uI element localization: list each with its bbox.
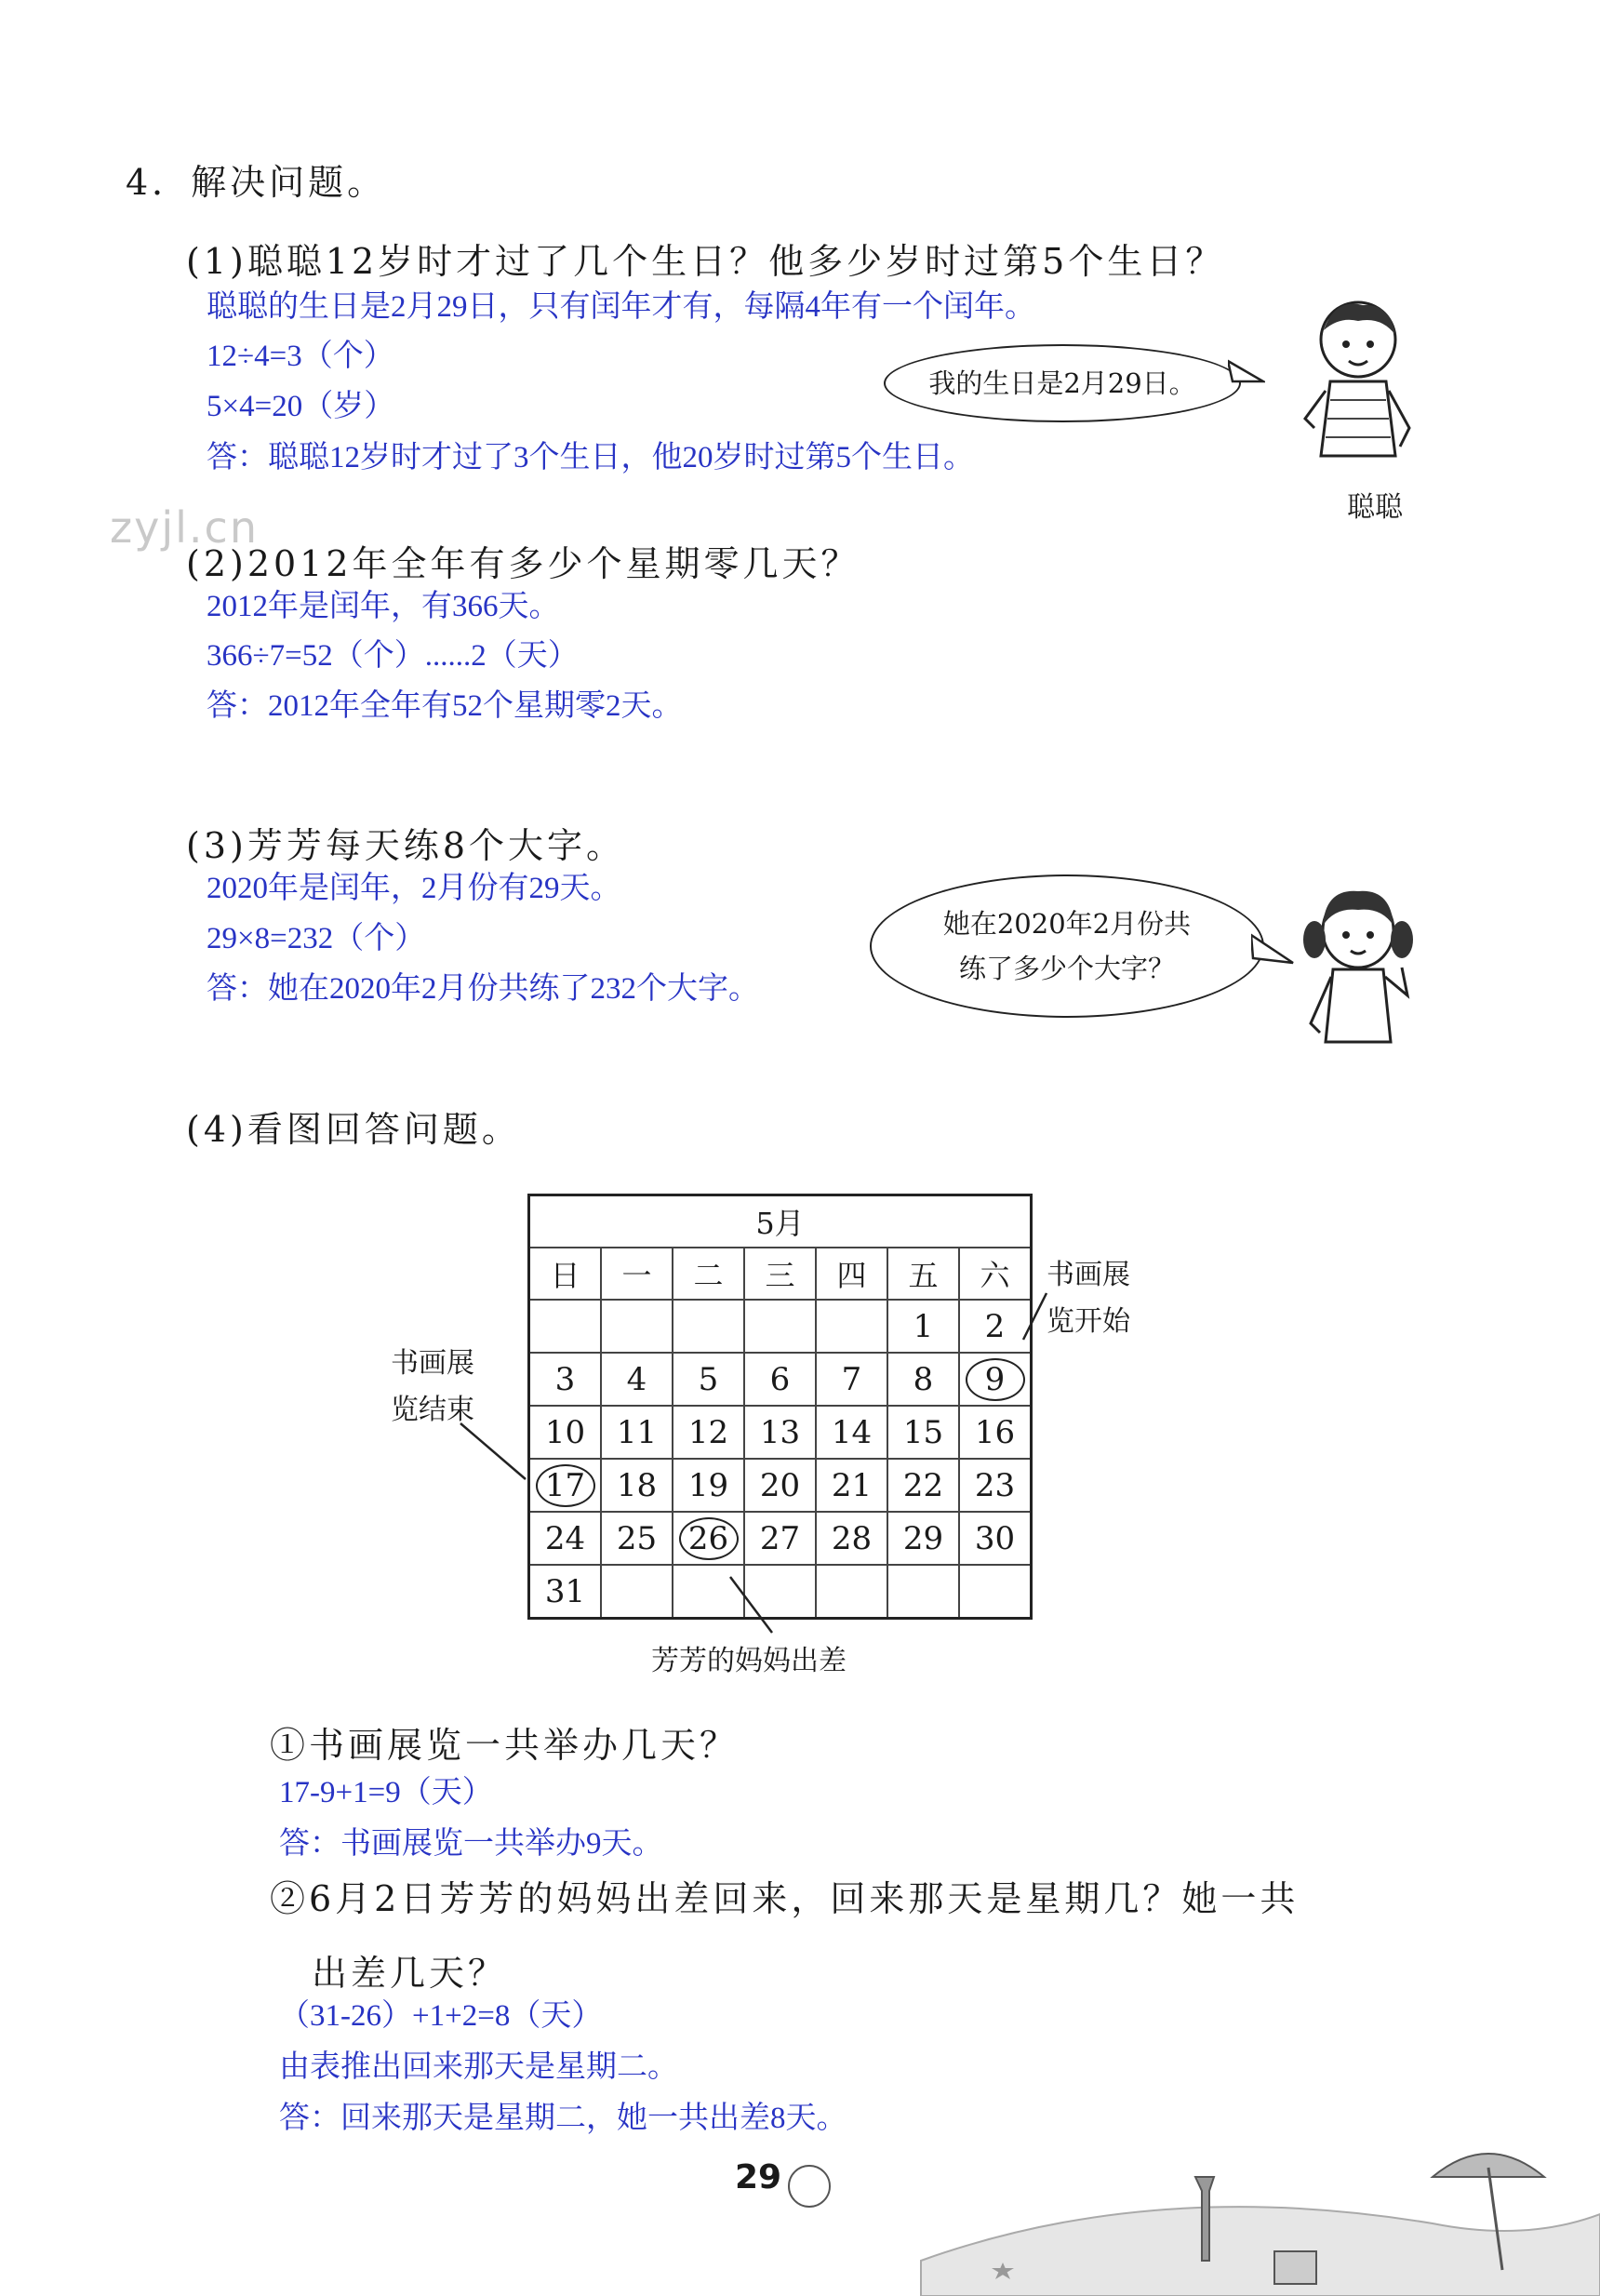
character-label-congcong: 聪聪 xyxy=(1347,491,1403,524)
weekday-header: 六 xyxy=(959,1248,1032,1300)
weekday-header: 二 xyxy=(673,1248,744,1300)
weekday-header: 日 xyxy=(529,1248,602,1300)
q3-answer-line-3: 答：她在2020年2月份共练了232个大字。 xyxy=(207,972,759,1006)
q2-answer-line-3: 答：2012年全年有52个星期零2天。 xyxy=(207,689,683,723)
bubble-text-line-2: 练了多少个大字？ xyxy=(958,953,1175,984)
bubble-text: 我的生日是2月29日。 xyxy=(928,367,1196,399)
weekday-header: 五 xyxy=(887,1248,959,1300)
day-number: 20 xyxy=(759,1466,801,1504)
day-number: 5 xyxy=(698,1360,719,1398)
day-number: 7 xyxy=(841,1360,862,1398)
question-4: (4)看图回答问题。 xyxy=(186,1109,521,1150)
circled-day: 9 xyxy=(966,1358,1025,1401)
day-number: 21 xyxy=(831,1466,873,1504)
q1-answer-line-4: 答：聪聪12岁时才过了3个生日，他20岁时过第5个生日。 xyxy=(207,441,974,474)
weekday-header: 四 xyxy=(816,1248,887,1300)
label-exhibition-start-line-1: 书画展 xyxy=(1047,1259,1130,1291)
label-exhibition-start-line-2: 览开始 xyxy=(1047,1305,1130,1338)
sub-question-1: ①书画展览一共举办几天？ xyxy=(270,1725,740,1766)
day-number: 31 xyxy=(544,1572,586,1610)
day-number: 12 xyxy=(687,1413,729,1451)
day-number: 13 xyxy=(759,1413,801,1451)
question-3: (3)芳芳每天练8个大字。 xyxy=(186,825,626,866)
watermark-text: zyjl.cn xyxy=(110,502,259,553)
day-number: 22 xyxy=(902,1466,944,1504)
q3-answer-line-1: 2020年是闰年，2月份有29天。 xyxy=(207,872,621,905)
label-exhibition-end-line-1: 书画展 xyxy=(391,1347,474,1380)
label-business-trip: 芳芳的妈妈出差 xyxy=(651,1645,847,1677)
day-number: 4 xyxy=(626,1360,647,1398)
day-number: 3 xyxy=(554,1360,576,1398)
day-number: 24 xyxy=(544,1519,586,1557)
day-number: 25 xyxy=(616,1519,658,1557)
sub-question-2-line-1: ②6月2日芳芳的妈妈出差回来，回来那天是星期几？她一共 xyxy=(270,1878,1300,1919)
day-number: 8 xyxy=(913,1360,934,1398)
page-number: 29 xyxy=(735,2158,782,2196)
q2-answer-line-2: 366÷7=52（个）......2（天） xyxy=(207,639,579,673)
day-number: 19 xyxy=(687,1466,729,1504)
day-number: 28 xyxy=(831,1519,873,1557)
footer-decoration xyxy=(781,2121,1600,2296)
q1-answer-line-3: 5×4=20（岁） xyxy=(207,390,395,423)
question-2: (2)2012年全年有多少个星期零几天？ xyxy=(186,543,860,584)
sub2-answer-line-1: （31-26）+1+2=8（天） xyxy=(279,1999,603,2033)
sub1-answer-line-1: 17-9+1=9（天） xyxy=(279,1776,493,1809)
q3-answer-line-2: 29×8=232（个） xyxy=(207,922,426,955)
day-number: 16 xyxy=(974,1413,1016,1451)
day-number: 29 xyxy=(902,1519,944,1557)
section-title: 4．解决问题。 xyxy=(126,162,387,203)
day-number: 6 xyxy=(769,1360,791,1398)
day-number: 1 xyxy=(913,1307,934,1345)
calendar-month: 5月 xyxy=(529,1195,1032,1248)
day-number: 30 xyxy=(974,1519,1016,1557)
day-number: 23 xyxy=(974,1466,1016,1504)
q2-answer-line-1: 2012年是闰年，有366天。 xyxy=(207,590,560,623)
q1-answer-line-2: 12÷4=3（个） xyxy=(207,340,394,373)
day-number: 15 xyxy=(902,1413,944,1451)
weekday-header: 三 xyxy=(744,1248,816,1300)
day-number: 18 xyxy=(616,1466,658,1504)
circled-day: 26 xyxy=(679,1517,739,1560)
day-number: 2 xyxy=(984,1307,1006,1345)
sub2-answer-line-2: 由表推出回来那天是星期二。 xyxy=(279,2050,678,2084)
weekday-header: 一 xyxy=(601,1248,673,1300)
circled-day: 17 xyxy=(536,1464,595,1507)
q1-answer-line-1: 聪聪的生日是2月29日，只有闰年才有，每隔4年有一个闰年。 xyxy=(207,290,1035,324)
label-exhibition-end-line-2: 览结束 xyxy=(391,1394,474,1426)
day-number: 11 xyxy=(616,1413,658,1451)
day-number: 27 xyxy=(759,1519,801,1557)
question-1: (1)聪聪12岁时才过了几个生日？他多少岁时过第5个生日？ xyxy=(186,241,1225,282)
bubble-text-line-1: 她在2020年2月份共 xyxy=(942,908,1192,940)
sub2-answer-line-3: 答：回来那天是星期二，她一共出差8天。 xyxy=(279,2102,847,2135)
sub1-answer-line-2: 答：书画展览一共举办9天。 xyxy=(279,1827,663,1861)
day-number: 10 xyxy=(544,1413,586,1451)
day-number: 14 xyxy=(831,1413,873,1451)
sub-question-2-line-2: 出差几天？ xyxy=(312,1953,508,1994)
